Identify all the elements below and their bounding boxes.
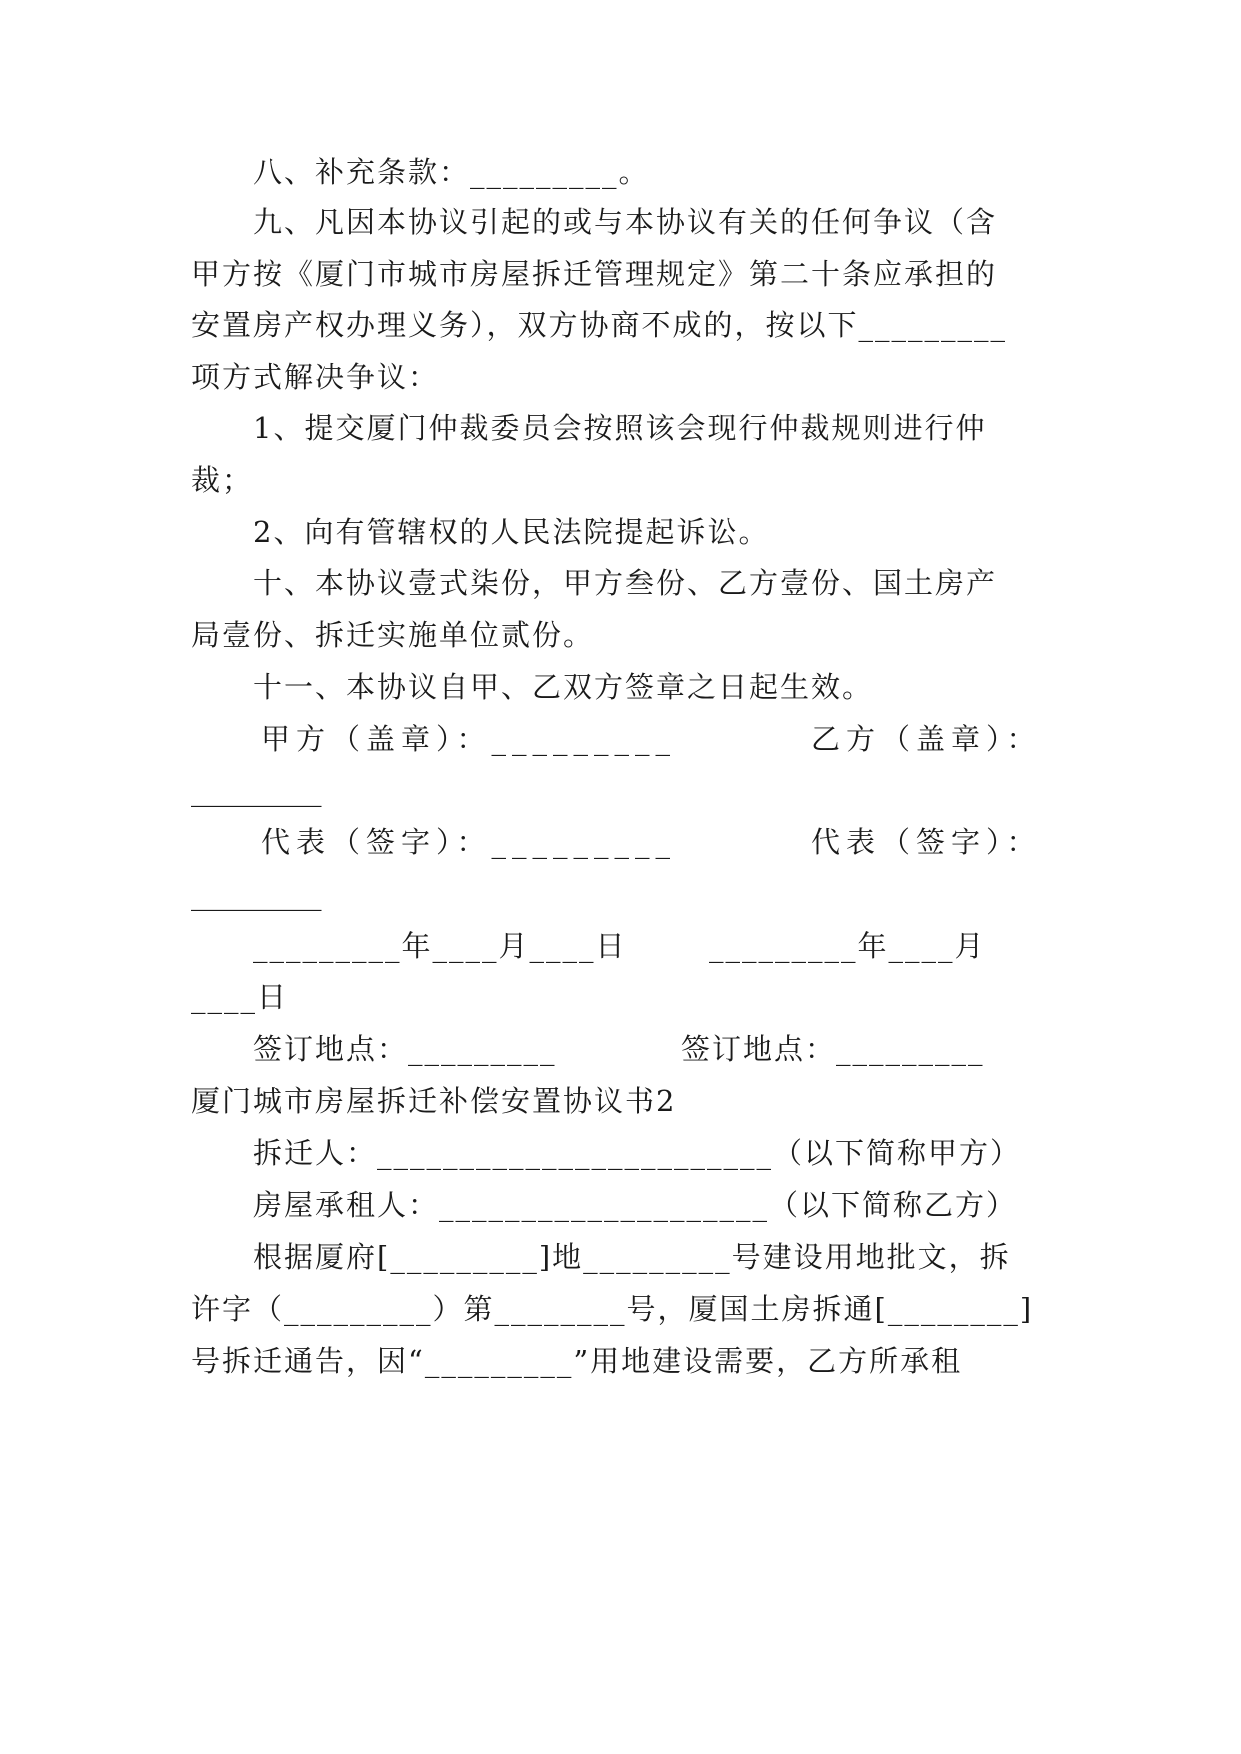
basis-line-1: 根据厦府[_________]地_________号建设用地批文，拆 — [253, 1240, 1011, 1274]
party-a-representative: 代表（签字）：_________ — [261, 825, 677, 859]
clause-10-line-1: 十、本协议壹式柒份，甲方叁份、乙方壹份、国土房产 — [253, 566, 998, 600]
party-b-representative-blank: _________ — [191, 877, 322, 911]
party-a-date: _________年____月____日 — [253, 929, 627, 963]
party-b-signing-place: 签订地点：_________ — [681, 1032, 985, 1066]
party-b-representative: 代表（签字）： — [811, 825, 1042, 859]
section-2-title: 厦门城市房屋拆迁补偿安置协议书2 — [191, 1084, 677, 1118]
clause-9-line-3: 安置房产权办理义务），双方协商不成的，按以下_________ — [191, 308, 1008, 342]
option-1-line-2: 裁； — [191, 463, 254, 497]
party-b-date: _________年____月 — [709, 929, 986, 963]
basis-line-2: 许字（_________）第________号，厦国土房拆通[________] — [191, 1292, 1034, 1326]
option-2: 2、向有管辖权的人民法院提起诉讼。 — [253, 515, 770, 549]
party-a-signing-place: 签订地点：_________ — [253, 1032, 557, 1066]
clause-8: 八、补充条款：_________。 — [253, 155, 650, 189]
party-b-seal: 乙方（盖章）： — [811, 722, 1042, 756]
option-1-line-1: 1、提交厦门仲裁委员会按照该会现行仲裁规则进行仲 — [253, 411, 987, 445]
basis-line-3: 号拆迁通告，因“_________”用地建设需要，乙方所承租 — [191, 1344, 963, 1378]
clause-11: 十一、本协议自甲、乙双方签章之日起生效。 — [253, 670, 874, 704]
party-b-seal-blank: _________ — [191, 773, 322, 807]
clause-10-line-2: 局壹份、拆迁实施单位贰份。 — [191, 618, 595, 652]
clause-9-line-2: 甲方按《厦门市城市房屋拆迁管理规定》第二十条应承担的 — [191, 257, 998, 291]
clause-9-line-1: 九、凡因本协议引起的或与本协议有关的任何争议（含 — [253, 205, 998, 239]
tenant-line: 房屋承租人：____________________（以下简称乙方） — [253, 1188, 1018, 1222]
party-b-date-day: ____日 — [191, 980, 289, 1014]
document-page — [191, 0, 1051, 1754]
demolisher-line: 拆迁人：________________________（以下简称甲方） — [253, 1136, 1022, 1170]
party-a-seal: 甲方（盖章）：_________ — [261, 722, 677, 756]
clause-9-line-4: 项方式解决争议： — [191, 360, 440, 394]
